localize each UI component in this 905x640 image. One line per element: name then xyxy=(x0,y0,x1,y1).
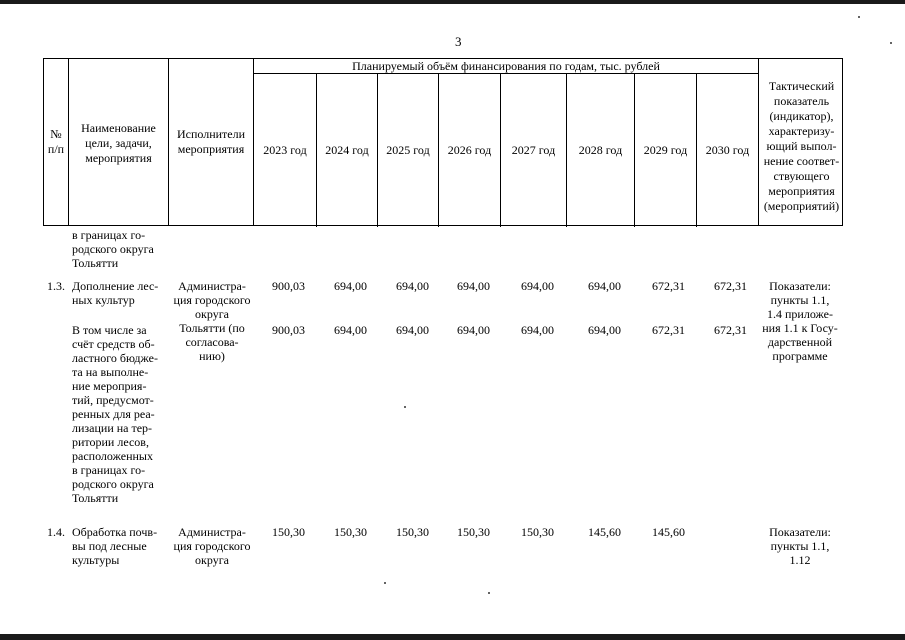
scan-speck xyxy=(384,582,386,584)
row-1-4-value-2026: 150,30 xyxy=(457,525,490,539)
continuation-text: в границах го- родского округа Тольятти xyxy=(72,228,154,270)
page-number: 3 xyxy=(455,34,462,49)
row-1-3-value-2025: 694,00 xyxy=(396,279,429,293)
scan-edge-bottom xyxy=(0,634,905,640)
row-1-3-sub-value-2029: 672,31 xyxy=(652,323,685,337)
row-1-4-executor: Администра- ция городского округа xyxy=(173,525,251,567)
row-1-4-value-2028: 145,60 xyxy=(588,525,621,539)
year-2030: 2030 год xyxy=(705,143,750,157)
row-1-3-sub-value-2026: 694,00 xyxy=(457,323,490,337)
year-2027: 2027 год xyxy=(511,143,556,157)
header-indicator: Тактический показатель (индикатор), характеризу- ющий выпол- нение соответ- ствующего мероприятия (мероприятий) xyxy=(763,79,840,213)
row-1-3-name: Дополнение лес- ных культур xyxy=(72,279,159,307)
scan-speck xyxy=(890,42,892,44)
header-funding: Планируемый объём финансирования по годам, тыс. рублей xyxy=(352,59,660,73)
row-1-3-sub-value-2023: 900,03 xyxy=(272,323,305,337)
header-num: № п/п xyxy=(47,127,65,156)
row-1-3-sub-value-2025: 694,00 xyxy=(396,323,429,337)
scan-speck xyxy=(488,592,490,594)
year-2024: 2024 год xyxy=(325,143,369,157)
header-executors: Исполнители мероприятия xyxy=(176,127,246,156)
row-1-3-value-2026: 694,00 xyxy=(457,279,490,293)
year-2029: 2029 год xyxy=(643,143,688,157)
header-table xyxy=(43,58,843,226)
year-2025: 2025 год xyxy=(386,143,430,157)
row-1-3-sub-value-2030: 672,31 xyxy=(714,323,747,337)
row-1-3-value-2029: 672,31 xyxy=(652,279,685,293)
row-1-3-sub-name: В том числе за счёт средств об- ластного бюдже- та на выполне- ние мероприя- тий, предусмот- ренных для реа- лизации на тер- ритории лесов, расположенных в границах го- родского округа Тольятти xyxy=(72,323,158,505)
row-1-4-value-2025: 150,30 xyxy=(396,525,429,539)
scan-speck xyxy=(858,16,860,18)
row-1-3-value-2030: 672,31 xyxy=(714,279,747,293)
year-2026: 2026 год xyxy=(447,143,492,157)
row-1-4-value-2027: 150,30 xyxy=(521,525,554,539)
row-1-3-value-2028: 694,00 xyxy=(588,279,621,293)
row-1-3-value-2027: 694,00 xyxy=(521,279,554,293)
row-1-3-value-2024: 694,00 xyxy=(334,279,367,293)
row-1-3-num: 1.3. xyxy=(47,279,65,293)
year-2023: 2023 год xyxy=(263,143,307,157)
row-1-4-value-2029: 145,60 xyxy=(652,525,685,539)
year-2028: 2028 год xyxy=(578,143,623,157)
row-1-3-value-2023: 900,03 xyxy=(272,279,305,293)
row-1-4-value-2023: 150,30 xyxy=(272,525,305,539)
row-1-4-name: Обработка почв- вы под лесные культуры xyxy=(72,525,158,567)
row-1-4-num: 1.4. xyxy=(47,525,65,539)
row-1-3-sub-value-2027: 694,00 xyxy=(521,323,554,337)
row-1-3-executor: Администра- ция городского округа Тольятти (по согласова- нию) xyxy=(173,279,251,363)
header-name: Наименование цели, задачи, мероприятия xyxy=(81,121,156,165)
row-1-3-sub-value-2028: 694,00 xyxy=(588,323,621,337)
scan-speck xyxy=(404,406,406,408)
row-1-4-indicator: Показатели: пункты 1.1, 1.12 xyxy=(769,525,831,567)
row-1-3-sub-value-2024: 694,00 xyxy=(334,323,367,337)
row-1-3-indicator: Показатели: пункты 1.1, 1.4 приложе- ния 1.1 к Госу- дарственной программе xyxy=(762,279,838,363)
row-1-4-value-2024: 150,30 xyxy=(334,525,367,539)
scan-edge-top xyxy=(0,0,905,4)
